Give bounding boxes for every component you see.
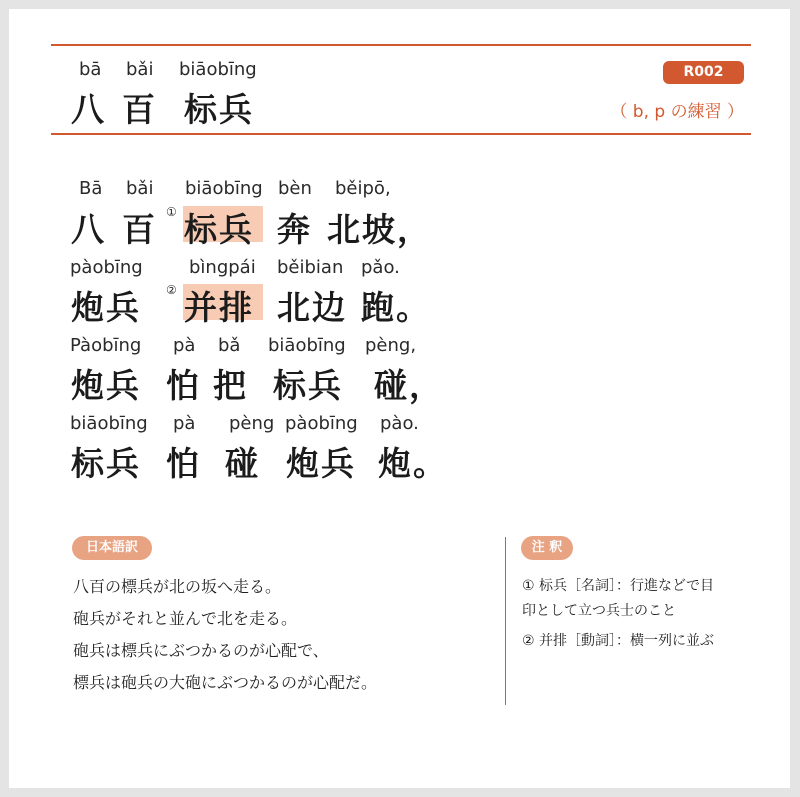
translation-line-3: 砲兵は標兵にぶつかるのが心配で、 [73,641,329,660]
l1-pinyin-3: biāobīng [185,178,263,199]
l3-pinyin-4: biāobīng [268,335,346,356]
page [9,9,790,788]
l1-hanzi-1: 八 [71,210,106,249]
l1-hanzi-4: 奔 [277,210,312,249]
footnote-marker-1: ① [166,205,177,219]
translation-line-4: 標兵は砲兵の大砲にぶつかるのが心配だ。 [73,673,378,692]
footnote-marker-2: ② [166,283,177,297]
note-line-1: ① 标兵［名詞］：行進などで目 [522,578,715,594]
title-pinyin-3: biāobīng [179,59,257,80]
l2-pinyin-2: bìngpái [189,257,256,278]
l4-hanzi-3: 碰 [225,444,260,483]
title-hanzi-2: 百 [122,90,157,129]
title-pinyin-1: bā [79,59,102,80]
l4-pinyin-5: pào. [380,413,419,434]
l1-pinyin-4: bèn [278,178,312,199]
l1-pinyin-1: Bā [79,178,103,199]
l3-pinyin-2: pà [173,335,196,356]
l1-hanzi-3: 标兵 [184,210,254,249]
translation-line-2: 砲兵がそれと並んで北を走る。 [73,609,298,628]
l4-hanzi-1: 标兵 [71,444,141,483]
l3-hanzi-5: 碰， [374,366,444,405]
l4-pinyin-1: biāobīng [70,413,148,434]
note-line-3: ② 并排［動詞］：横一列に並ぶ [522,633,715,649]
l2-pinyin-4: pǎo. [361,257,400,278]
l4-hanzi-5: 炮。 [378,444,448,483]
title-hanzi-1: 八 [71,90,106,129]
l2-hanzi-1: 炮兵 [71,288,141,327]
title-hanzi-3: 标兵 [184,90,254,129]
l1-hanzi-2: 百 [122,210,157,249]
l1-pinyin-5: běipō, [335,178,391,199]
l2-hanzi-4: 跑。 [361,288,431,327]
l4-pinyin-4: pàobīng [285,413,358,434]
translation-line-1: 八百の標兵が北の坂へ走る。 [73,577,282,596]
l4-hanzi-4: 炮兵 [286,444,356,483]
l3-hanzi-2: 怕 [166,366,201,405]
column-divider [505,537,506,705]
l2-hanzi-3: 北边 [277,288,347,327]
notes-label: 注 釈 [521,536,573,560]
l2-hanzi-2: 并排 [184,288,254,327]
l4-hanzi-2: 怕 [166,444,201,483]
header-bottom-rule [51,133,751,135]
l3-hanzi-3: 把 [213,366,248,405]
title-pinyin-2: bǎi [126,59,154,80]
note-line-2: 印として立つ兵士のこと [522,603,676,619]
l3-hanzi-1: 炮兵 [71,366,141,405]
header-top-rule [51,44,751,46]
l2-pinyin-1: pàobīng [70,257,143,278]
lesson-subtitle: （ b, p の練習 ） [610,102,744,122]
l3-hanzi-4: 标兵 [273,366,343,405]
l3-pinyin-3: bǎ [218,335,241,356]
l4-pinyin-2: pà [173,413,196,434]
translation-label: 日本語訳 [72,536,152,560]
l1-pinyin-2: bǎi [126,178,154,199]
l3-pinyin-5: pèng, [365,335,417,356]
l4-pinyin-3: pèng [229,413,275,434]
l1-hanzi-5: 北坡， [327,210,432,249]
lesson-code-badge: R002 [663,61,744,84]
l3-pinyin-1: Pàobīng [70,335,142,356]
l2-pinyin-3: běibian [277,257,344,278]
